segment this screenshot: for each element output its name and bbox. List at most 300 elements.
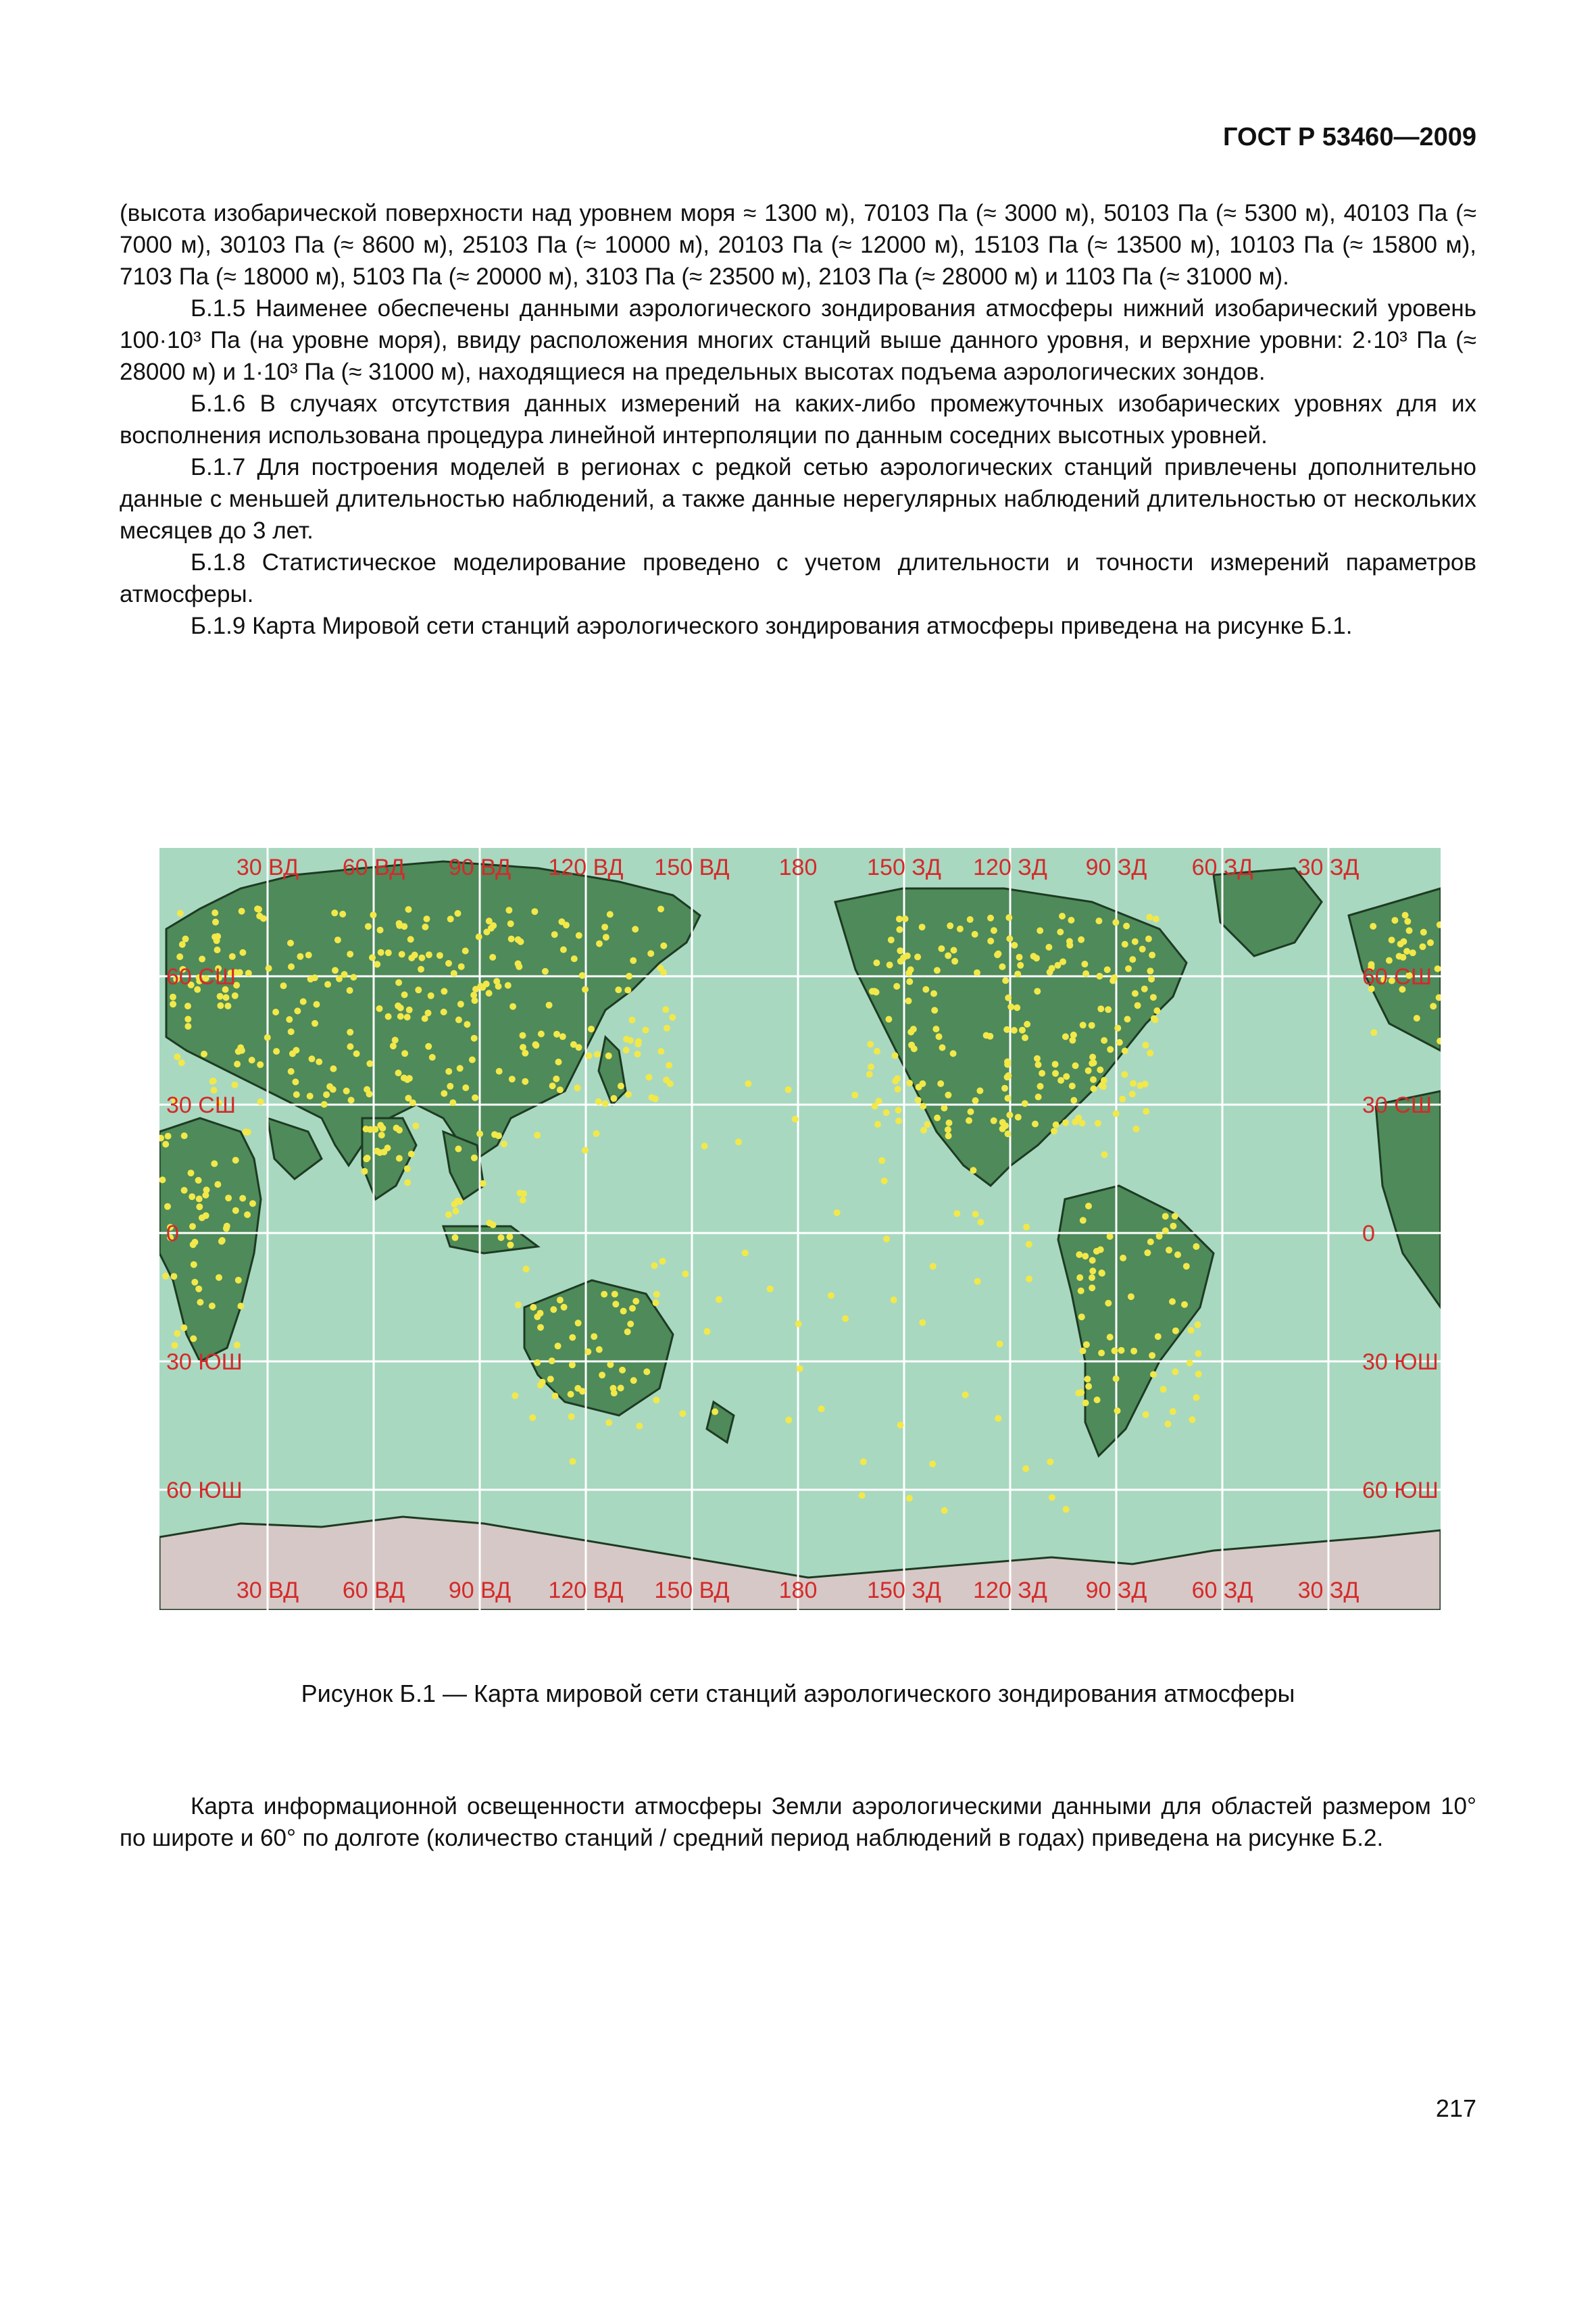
document-header: ГОСТ Р 53460—2009: [1223, 123, 1476, 151]
station-point: [999, 1119, 1006, 1126]
station-point: [1122, 1048, 1128, 1055]
station-point: [920, 1127, 927, 1134]
station-point: [557, 1086, 564, 1093]
station-point: [1023, 1224, 1030, 1230]
station-point: [1123, 923, 1130, 930]
station-point: [190, 1335, 197, 1342]
station-point: [486, 917, 493, 924]
station-point: [1105, 1300, 1112, 1307]
station-point: [596, 1347, 603, 1353]
station-point: [214, 947, 221, 953]
coordinate-label: 90 ЗД: [1085, 855, 1147, 880]
station-point: [1195, 1371, 1202, 1378]
station-point: [266, 965, 272, 972]
station-point: [1062, 1033, 1069, 1040]
station-point: [1114, 1025, 1121, 1032]
station-point: [922, 986, 929, 993]
station-point: [834, 1209, 841, 1216]
station-point: [1037, 1083, 1044, 1090]
station-point: [464, 1021, 470, 1028]
coordinate-label: 150 ВД: [654, 1578, 730, 1603]
station-point: [1085, 1203, 1092, 1209]
station-point: [957, 926, 964, 932]
station-point: [1069, 1037, 1076, 1044]
station-point: [1149, 952, 1155, 959]
station-point: [1160, 1386, 1167, 1392]
station-point: [1189, 1416, 1195, 1423]
coordinate-label: 60 СШ: [166, 964, 236, 990]
station-point: [370, 911, 376, 918]
station-point: [951, 947, 957, 954]
body-text-2: [120, 1790, 1476, 1854]
station-point: [1082, 970, 1089, 977]
station-point: [1143, 1108, 1149, 1115]
station-point: [257, 1061, 264, 1068]
station-point: [1101, 1077, 1107, 1084]
station-point: [607, 1361, 614, 1368]
station-point: [449, 1099, 456, 1106]
station-point: [1089, 1284, 1095, 1291]
station-point: [868, 1063, 874, 1070]
station-point: [612, 1301, 619, 1307]
station-point: [1100, 1083, 1107, 1090]
station-point: [418, 955, 425, 961]
station-point: [518, 938, 524, 945]
coordinate-label: 90 ВД: [448, 1578, 512, 1603]
station-point: [897, 958, 904, 965]
station-point: [994, 951, 1001, 958]
station-point: [472, 997, 478, 1004]
station-point: [866, 1071, 873, 1078]
station-point: [550, 1306, 557, 1313]
station-point: [339, 911, 346, 917]
station-point: [530, 1304, 537, 1311]
station-point: [664, 1025, 670, 1032]
paragraph: Б.1.7 Для построения моделей в регионах с редкой сетью аэрологических станций привлечены дополнительно данные с меньшей длительностью наблюдений, а также данные нерегулярных наблюдений длительностью от нескольких месяцев до 3 лет.: [120, 454, 1476, 544]
station-point: [938, 945, 945, 952]
station-point: [1049, 965, 1055, 972]
station-point: [501, 1140, 507, 1147]
station-point: [1172, 1213, 1178, 1219]
station-point: [1082, 1400, 1089, 1407]
station-point: [522, 1050, 528, 1057]
station-point: [1116, 1039, 1123, 1046]
station-point: [507, 1242, 514, 1249]
station-point: [1089, 1022, 1095, 1029]
station-point: [376, 1005, 383, 1012]
station-point: [429, 1054, 436, 1061]
station-point: [1014, 971, 1021, 978]
station-point: [237, 1045, 244, 1051]
station-point: [1080, 1217, 1087, 1224]
station-point: [305, 952, 312, 959]
station-point: [679, 1410, 686, 1417]
station-point: [1147, 1050, 1153, 1057]
station-point: [945, 1092, 951, 1099]
station-point: [1062, 1120, 1069, 1126]
station-point: [245, 1129, 251, 1136]
station-point: [1172, 1328, 1179, 1334]
station-point: [209, 1078, 216, 1085]
station-point: [842, 1315, 849, 1322]
station-point: [559, 1033, 566, 1040]
station-point: [385, 1013, 392, 1020]
station-point: [1085, 1383, 1092, 1390]
station-point: [914, 953, 921, 960]
station-point: [1057, 929, 1064, 936]
station-point: [395, 1003, 401, 1009]
station-point: [916, 1084, 922, 1090]
station-point: [412, 1123, 419, 1130]
station-point: [405, 906, 412, 913]
station-point: [1404, 918, 1411, 925]
station-point: [1095, 917, 1102, 924]
station-point: [792, 1115, 799, 1122]
station-point: [999, 963, 1005, 970]
station-point: [224, 1223, 230, 1230]
station-point: [553, 1076, 559, 1082]
station-point: [418, 966, 424, 973]
station-point: [1053, 1122, 1059, 1128]
station-point: [872, 1103, 878, 1109]
station-point: [224, 1003, 231, 1009]
paragraph: Б.1.5 Наименее обеспечены данными аэрологического зондирования атмосферы нижний изобарический уровень 100·10³ Па (на уровне моря), ввиду расположения многих станций выше данного уровня, и верхние уровни: 2·10³ Па (≈ 28000 м) и 1·10³ Па (≈ 31000 м), находящиеся на предельных высотах подъема аэрологических зондов.: [120, 295, 1476, 385]
station-point: [332, 967, 339, 974]
station-point: [1005, 1095, 1012, 1102]
station-point: [180, 1324, 187, 1331]
station-point: [991, 1117, 997, 1124]
station-point: [1091, 1086, 1097, 1092]
station-point: [350, 974, 357, 981]
station-point: [549, 1357, 555, 1364]
station-point: [1078, 1313, 1085, 1320]
station-point: [447, 1083, 453, 1090]
station-point: [1007, 1003, 1014, 1010]
station-point: [495, 983, 502, 990]
station-point: [445, 1211, 452, 1218]
station-point: [667, 1080, 674, 1087]
station-point: [561, 1304, 568, 1311]
station-point: [522, 1078, 528, 1085]
station-point: [1005, 995, 1012, 1001]
station-point: [615, 986, 622, 993]
station-point: [361, 1168, 368, 1175]
station-point: [406, 1007, 413, 1013]
station-point: [520, 1032, 526, 1039]
station-point: [366, 1060, 373, 1067]
station-point: [1142, 1042, 1149, 1049]
station-point: [363, 1155, 370, 1162]
station-point: [1193, 1243, 1199, 1250]
station-point: [897, 1422, 904, 1428]
station-point: [962, 1392, 969, 1399]
station-point: [896, 926, 903, 933]
station-point: [546, 1002, 553, 1009]
station-point: [635, 1040, 642, 1047]
station-point: [874, 1048, 880, 1055]
station-point: [991, 927, 997, 934]
station-point: [1070, 1097, 1077, 1104]
coordinate-label: 150 ЗД: [867, 1578, 941, 1603]
station-point: [1090, 1076, 1097, 1083]
station-point: [239, 1195, 246, 1202]
station-point: [455, 910, 462, 917]
station-point: [978, 1219, 984, 1226]
station-point: [293, 1091, 300, 1098]
station-point: [531, 908, 538, 915]
station-point: [895, 1107, 902, 1113]
page-number: 217: [1435, 2094, 1476, 2122]
station-point: [1121, 1071, 1128, 1078]
station-point: [1139, 946, 1146, 953]
station-point: [651, 1262, 657, 1269]
station-point: [425, 1043, 432, 1050]
station-point: [515, 1301, 522, 1308]
station-point: [1111, 974, 1118, 981]
station-point: [972, 1097, 979, 1104]
station-point: [1152, 1017, 1159, 1024]
station-point: [1005, 1072, 1012, 1079]
station-point: [945, 1132, 952, 1139]
station-point: [520, 1197, 526, 1203]
station-point: [885, 1016, 892, 1023]
station-point: [570, 1458, 576, 1465]
station-point: [508, 936, 515, 942]
station-point: [347, 987, 353, 994]
station-point: [785, 1417, 792, 1424]
station-point: [1150, 994, 1157, 1001]
station-point: [455, 1146, 462, 1153]
station-point: [976, 1088, 983, 1095]
station-point: [496, 1068, 503, 1075]
station-point: [401, 1050, 408, 1057]
station-point: [593, 1130, 600, 1137]
station-point: [945, 953, 951, 959]
station-point: [904, 953, 911, 959]
station-point: [1146, 914, 1153, 921]
station-point: [1166, 1247, 1172, 1253]
station-point: [682, 1271, 689, 1278]
station-point: [1104, 966, 1111, 973]
station-point: [610, 1385, 617, 1392]
coordinate-label: 120 ЗД: [973, 1578, 1047, 1603]
station-point: [199, 956, 205, 963]
station-point: [353, 1051, 360, 1057]
station-point: [249, 1200, 256, 1207]
station-point: [483, 929, 490, 936]
station-point: [1019, 1027, 1026, 1034]
station-point: [1149, 1352, 1155, 1359]
station-point: [951, 958, 958, 965]
station-point: [594, 1051, 601, 1058]
station-point: [214, 1181, 221, 1188]
coordinate-label: 120 ВД: [548, 1578, 624, 1603]
station-point: [437, 952, 443, 959]
station-point: [549, 1082, 556, 1089]
station-point: [471, 1155, 478, 1161]
station-point: [196, 1203, 203, 1210]
station-point: [202, 1192, 209, 1199]
station-point: [286, 1016, 293, 1023]
station-point: [272, 1009, 279, 1015]
station-point: [321, 1101, 328, 1108]
station-point: [966, 1117, 972, 1124]
station-point: [235, 1277, 242, 1284]
station-point: [232, 992, 239, 999]
station-point: [197, 1299, 203, 1306]
station-point: [1002, 977, 1009, 984]
station-point: [529, 1414, 536, 1421]
station-point: [795, 1321, 802, 1328]
station-point: [225, 1194, 232, 1201]
station-point: [425, 1009, 432, 1016]
station-point: [452, 1208, 459, 1215]
station-point: [1370, 923, 1376, 930]
station-point: [347, 951, 353, 957]
station-point: [1096, 973, 1103, 980]
station-point: [970, 1167, 976, 1174]
station-point: [1084, 1376, 1091, 1382]
coordinate-label: 60 ЮШ: [166, 1478, 243, 1503]
station-point: [701, 1142, 708, 1149]
station-point: [907, 1029, 914, 1036]
station-point: [571, 955, 578, 962]
station-point: [1075, 1390, 1082, 1397]
station-point: [1080, 1348, 1087, 1355]
station-point: [323, 1091, 330, 1098]
station-point: [195, 1177, 202, 1184]
station-point: [408, 955, 415, 961]
station-point: [557, 1297, 564, 1303]
station-point: [307, 1092, 314, 1099]
station-point: [660, 942, 667, 949]
station-point: [605, 1053, 612, 1059]
station-point: [244, 1211, 251, 1218]
station-point: [1391, 917, 1398, 924]
station-point: [1057, 1077, 1064, 1084]
station-point: [860, 1459, 867, 1465]
station-point: [930, 1263, 937, 1269]
station-point: [1022, 1034, 1028, 1041]
station-point: [174, 1053, 180, 1060]
coordinate-label: 120 ВД: [548, 855, 624, 880]
station-point: [487, 1219, 493, 1226]
station-point: [1107, 1233, 1114, 1240]
station-point: [1101, 1037, 1107, 1044]
station-point: [623, 1047, 630, 1053]
station-point: [859, 1492, 866, 1499]
station-point: [1098, 1350, 1105, 1357]
station-point: [505, 907, 512, 913]
station-point: [520, 1190, 527, 1197]
coordinate-label: 30 ЗД: [1297, 855, 1360, 880]
coordinate-label: 60 ВД: [342, 1578, 405, 1603]
station-point: [623, 1036, 630, 1042]
station-point: [1181, 1301, 1188, 1308]
station-point: [568, 1391, 574, 1398]
station-point: [426, 951, 432, 958]
station-point: [377, 927, 384, 934]
station-point: [915, 1097, 922, 1103]
station-point: [851, 1092, 858, 1099]
station-point: [934, 1115, 941, 1122]
station-point: [1076, 1251, 1082, 1258]
station-point: [941, 1105, 947, 1111]
station-point: [537, 1324, 544, 1331]
station-point: [569, 1361, 576, 1368]
station-point: [181, 1187, 188, 1194]
station-point: [1162, 1213, 1169, 1219]
station-point: [363, 1126, 370, 1132]
station-point: [216, 1274, 222, 1281]
station-point: [551, 931, 558, 938]
station-point: [568, 1413, 575, 1420]
station-point: [582, 986, 589, 993]
station-point: [162, 1273, 169, 1280]
station-point: [300, 999, 307, 1005]
station-point: [892, 1078, 899, 1084]
station-point: [1011, 942, 1018, 949]
station-point: [1370, 1029, 1377, 1036]
station-point: [1006, 1111, 1013, 1118]
station-point: [1011, 1027, 1018, 1034]
coordinate-label: 60 СШ: [1362, 964, 1432, 990]
station-point: [1097, 1005, 1104, 1012]
station-point: [462, 1084, 469, 1091]
station-point: [516, 963, 522, 970]
station-point: [523, 1265, 530, 1272]
station-point: [422, 924, 428, 930]
station-point: [316, 1059, 322, 1065]
station-point: [896, 915, 903, 922]
station-point: [596, 940, 603, 947]
station-point: [895, 1086, 901, 1092]
station-point: [223, 995, 230, 1001]
station-point: [1147, 1238, 1154, 1245]
station-point: [341, 971, 348, 978]
station-point: [1037, 928, 1043, 934]
station-point: [892, 1052, 899, 1059]
station-point: [170, 1273, 177, 1280]
station-point: [983, 1032, 990, 1039]
station-point: [1156, 1233, 1163, 1240]
station-point: [599, 1372, 605, 1378]
station-point: [1089, 1257, 1096, 1264]
station-point: [378, 949, 384, 956]
station-point: [189, 1193, 195, 1200]
station-point: [311, 974, 318, 981]
station-point: [584, 1349, 591, 1355]
station-point: [211, 909, 218, 916]
station-point: [867, 1041, 874, 1048]
station-point: [1134, 1002, 1141, 1009]
station-point: [232, 1157, 239, 1163]
station-point: [1124, 1016, 1131, 1023]
station-point: [946, 1120, 953, 1126]
station-point: [1035, 1061, 1042, 1068]
station-point: [1078, 1288, 1084, 1294]
station-point: [1080, 1022, 1087, 1028]
station-point: [1072, 1062, 1079, 1069]
station-point: [588, 1026, 595, 1032]
station-point: [542, 968, 549, 975]
station-point: [170, 1001, 176, 1007]
station-point: [932, 1026, 939, 1032]
station-point: [595, 1099, 602, 1105]
station-point: [1051, 1128, 1057, 1134]
station-point: [1052, 1061, 1059, 1067]
station-point: [176, 953, 183, 960]
